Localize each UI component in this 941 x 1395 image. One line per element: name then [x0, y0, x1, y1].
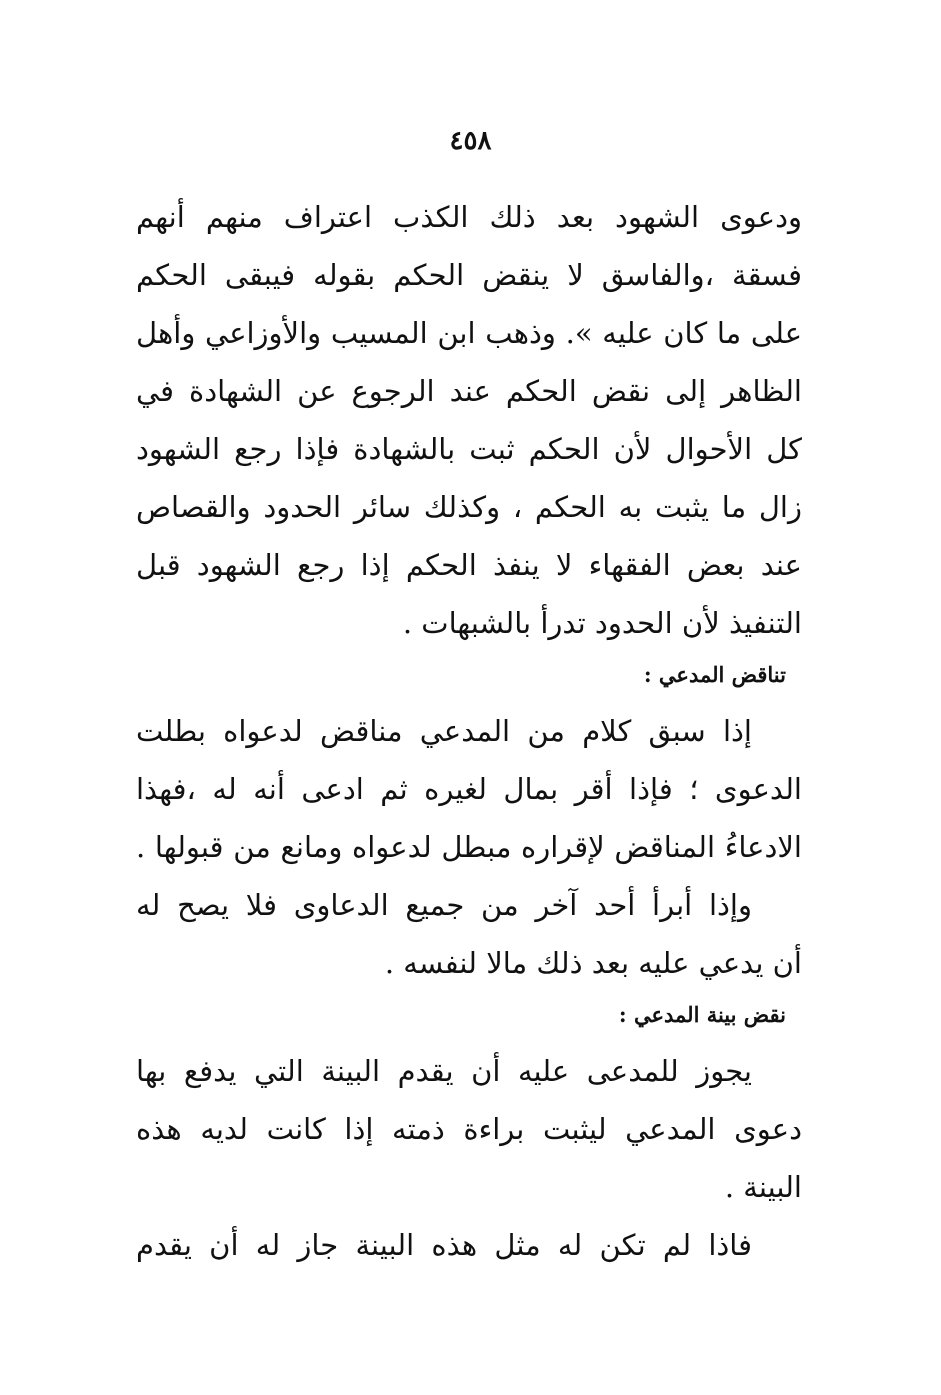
text-line: الدعوى ؛ فإذا أقر بمال لغيره ثم ادعى أنه له ،فهذا: [136, 772, 802, 806]
text-line: التنفيذ لأن الحدود تدرأ بالشبهات .: [402, 606, 802, 640]
text-line: فاذا لم تكن له مثل هذه البينة جاز له أن يقدم: [136, 1228, 752, 1262]
text-line: وإذا أبرأ أحد آخر من جميع الدعاوى فلا يصح له: [136, 888, 752, 922]
text-line: البينة .: [724, 1170, 802, 1204]
text-line: عند بعض الفقهاء لا ينفذ الحكم إذا رجع الشهود قبل: [136, 548, 802, 582]
text-line: إذا سبق كلام من المدعي مناقض لدعواه بطلت: [136, 714, 752, 748]
text-line: الظاهر إلى نقض الحكم عند الرجوع عن الشهادة في: [136, 374, 802, 408]
text-line: يجوز للمدعى عليه أن يقدم البينة التي يدفع بها: [136, 1054, 752, 1088]
text-line: ودعوى الشهود بعد ذلك الكذب اعتراف منهم أنهم: [136, 200, 802, 234]
text-line: على ما كان عليه ». وذهب ابن المسيب والأوزاعي وأهل: [136, 316, 802, 350]
text-line: أن يدعي عليه بعد ذلك مالا لنفسه .: [384, 946, 802, 980]
text-line: الادعاءُ المناقض لإقراره مبطل لدعواه ومانع من قبولها .: [136, 830, 802, 864]
body-text: [136, 188, 802, 1274]
text-line: زال ما يثبت به الحكم ، وكذلك سائر الحدود والقصاص: [136, 490, 802, 524]
page-number: ٤٥٨: [449, 126, 492, 156]
section-heading-claimant-contradiction: تناقض المدعي :: [643, 662, 786, 687]
text-line: كل الأحوال لأن الحكم ثبت بالشهادة فإذا رجع الشهود: [136, 432, 802, 466]
text-line: دعوى المدعي ليثبت براءة ذمته إذا كانت لديه هذه: [136, 1112, 802, 1146]
text-line: فسقة ،والفاسق لا ينقض الحكم بقوله فيبقى الحكم: [136, 258, 802, 292]
section-heading-evidence-rebuttal: نقض بينة المدعي :: [618, 1002, 786, 1027]
